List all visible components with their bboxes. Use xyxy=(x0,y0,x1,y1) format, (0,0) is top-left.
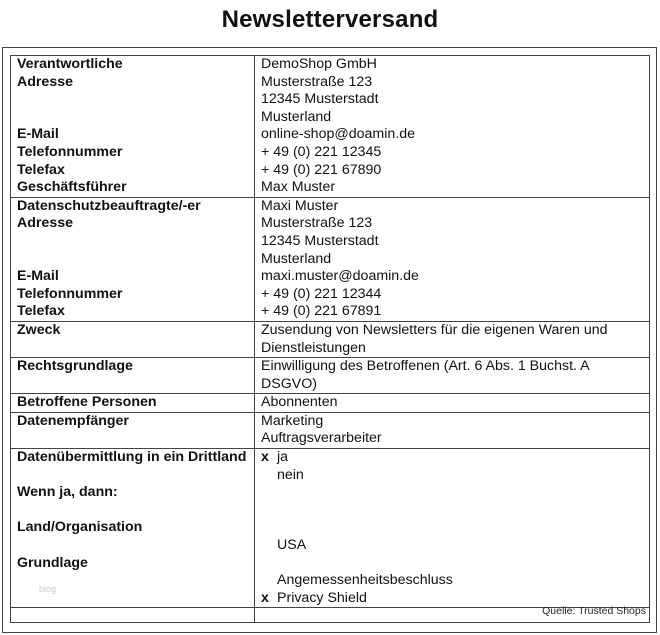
key-label: Land/Organisation xyxy=(17,519,143,536)
option-no xyxy=(261,467,643,485)
table-row xyxy=(11,56,650,198)
spacer xyxy=(17,91,248,109)
spacer xyxy=(17,109,248,127)
newsletter-table xyxy=(10,55,650,623)
basis-option xyxy=(261,572,643,590)
page-title: Newsletterversand xyxy=(221,6,439,33)
spacer xyxy=(17,502,248,520)
row-keys xyxy=(11,56,255,198)
row-values xyxy=(255,412,650,448)
key-label: Telefonnummer xyxy=(17,285,123,302)
option-label: nein xyxy=(277,466,304,483)
spacer xyxy=(261,519,643,537)
key-label: Datenempfänger xyxy=(11,412,255,448)
value-text: Maxi Muster xyxy=(261,197,339,214)
empty-cell xyxy=(11,608,255,623)
value-text: USA xyxy=(277,537,307,554)
key-label: Grundlage xyxy=(17,554,88,571)
key-label: E-Mail xyxy=(17,268,59,285)
spacer xyxy=(261,555,643,573)
value-text: Marketing xyxy=(261,412,324,429)
value-text: Zusendung von Newsletters für die eigenen Waren und Dienstleistungen xyxy=(255,321,650,357)
table-row xyxy=(11,321,650,357)
key-label: Telefax xyxy=(17,161,65,178)
option-label: ja xyxy=(277,449,289,466)
spacer xyxy=(17,537,248,555)
row-values xyxy=(255,56,650,198)
table-row xyxy=(11,394,650,413)
value-text: Einwilligung des Betroffenen (Art. 6 Abs. 1 Buchst. A DSGVO) xyxy=(255,358,650,394)
value-text: maxi.muster@doamin.de xyxy=(261,268,419,285)
key-label: Betroffene Personen xyxy=(11,394,255,413)
value-text: Auftragsverarbeiter xyxy=(261,430,382,447)
key-label: Datenübermittlung in ein Drittland xyxy=(17,449,247,466)
checkmark: x xyxy=(261,449,269,466)
value-text: Max Muster xyxy=(261,179,336,196)
key-label: Adresse xyxy=(17,215,73,232)
country-value xyxy=(261,537,643,555)
spacer xyxy=(17,467,248,485)
key-label: Zweck xyxy=(11,321,255,357)
value-text: Musterland xyxy=(261,108,332,125)
key-label: Rechtsgrundlage xyxy=(11,358,255,394)
option-label: Angemessenheitsbeschluss xyxy=(277,572,453,589)
row-values xyxy=(255,449,650,608)
key-label: Adresse xyxy=(17,73,73,90)
spacer xyxy=(261,484,643,502)
value-text: + 49 (0) 221 12344 xyxy=(261,285,382,302)
option-yes xyxy=(261,449,643,467)
value-text: + 49 (0) 221 67890 xyxy=(261,161,382,178)
key-label: Telefonnummer xyxy=(17,143,123,160)
row-keys xyxy=(11,197,255,321)
key-label: Verantwortliche xyxy=(17,56,123,72)
spacer xyxy=(17,233,248,251)
table-row xyxy=(11,358,650,394)
key-label: Geschäftsführer xyxy=(17,179,127,196)
key-label: E-Mail xyxy=(17,126,59,143)
value-text: 12345 Musterstadt xyxy=(261,232,379,249)
key-label: Wenn ja, dann: xyxy=(17,484,118,501)
spacer xyxy=(17,251,248,269)
value-text: Musterstraße 123 xyxy=(261,73,373,90)
value-text: 12345 Musterstadt xyxy=(261,91,379,108)
checkmark: x xyxy=(261,589,269,606)
value-text: DemoShop GmbH xyxy=(261,56,377,72)
row-values xyxy=(255,197,650,321)
table-row xyxy=(11,412,650,448)
table-row xyxy=(11,449,650,608)
value-text: + 49 (0) 221 67891 xyxy=(261,303,382,320)
option-label: Privacy Shield xyxy=(277,589,367,606)
value-text: + 49 (0) 221 12345 xyxy=(261,143,382,160)
key-label: Datenschutzbeauftragte/-er xyxy=(17,197,201,214)
source-note: Quelle: Trusted Shops xyxy=(542,605,646,617)
value-text: Musterstraße 123 xyxy=(261,215,373,232)
key-label: Telefax xyxy=(17,303,65,320)
value-text: online-shop@doamin.de xyxy=(261,126,416,143)
spacer xyxy=(261,502,643,520)
value-text: Musterland xyxy=(261,250,332,267)
value-text: Abonnenten xyxy=(255,394,650,413)
table-row xyxy=(11,197,650,321)
watermark: blog xyxy=(39,584,57,594)
